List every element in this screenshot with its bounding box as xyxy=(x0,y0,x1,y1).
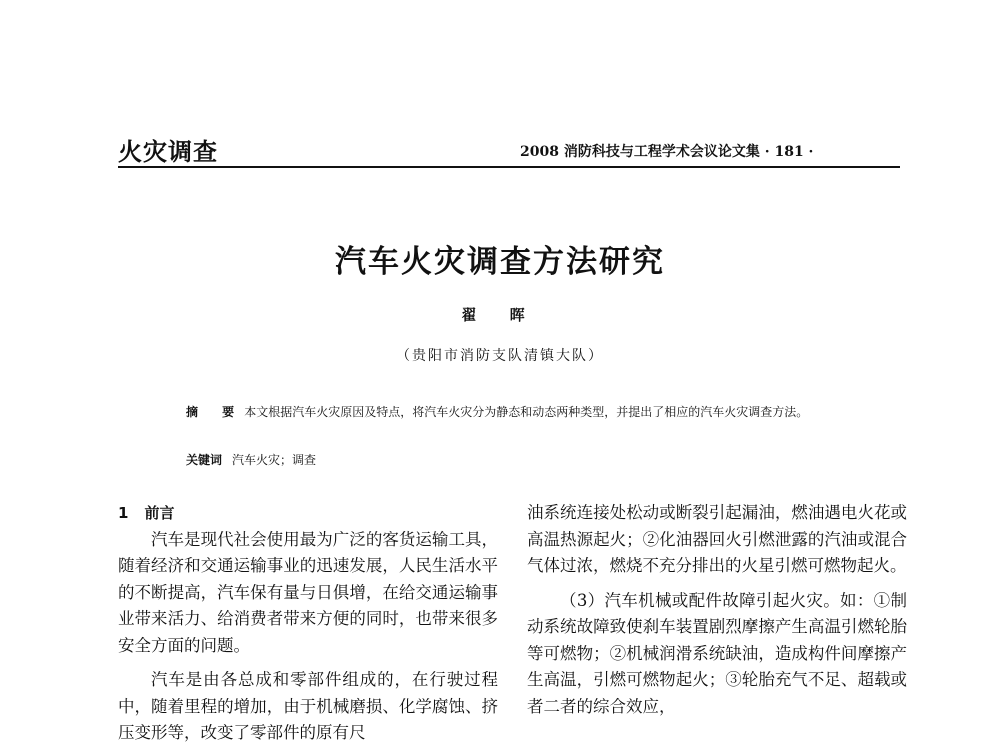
section-title: 前言 xyxy=(144,504,175,522)
paragraph: 汽车是由各总成和零部件组成的，在行驶过程中，随着里程的增加，由于机械磨损、化学腐蚀、挤压变形等，改变了零部件的原有尺 xyxy=(118,670,498,742)
keywords-label: 关键词 xyxy=(186,453,223,467)
body-column-right xyxy=(527,500,907,720)
abstract-label: 摘 要 xyxy=(186,405,245,419)
abstract xyxy=(152,400,872,424)
header-rule xyxy=(118,166,900,168)
paper-affiliation: （贵阳市消防支队清镇大队） xyxy=(396,348,604,364)
running-head: 2008 消防科技与工程学术会议论文集 · 181 · xyxy=(520,144,814,160)
paragraph: （3）汽车机械或配件故障引起火灾。如：①制动系统故障致使刹车装置剧烈摩擦产生高温引燃轮胎等可燃物；②机械润滑系统缺油，造成构件间摩擦产生高温，引燃可燃物起火；③轮胎充气不足、超载或者二者的综合效应， xyxy=(527,590,907,716)
abstract-text: 本文根据汽车火灾原因及特点，将汽车火灾分为静态和动态两种类型，并提出了相应的汽车火灾调查方法。 xyxy=(244,405,809,419)
paper-author: 翟 晖 xyxy=(461,306,539,324)
paper-title: 汽车火灾调查方法研究 xyxy=(335,244,665,280)
section-label: 火灾调查 xyxy=(118,138,218,166)
section-number: 1 xyxy=(118,504,129,522)
body-column-left xyxy=(118,500,498,747)
paragraph: 汽车是现代社会使用最为广泛的客货运输工具，随着经济和交通运输事业的迅速发展，人民生活水平的不断提高，汽车保有量与日俱增，在给交通运输事业带来活力、给消费者带来方便的同时，也带来很多安全方面的问题。 xyxy=(118,529,498,655)
paragraph: 油系统连接处松动或断裂引起漏油，燃油遇电火花或高温热源起火；②化油器回火引燃泄露的汽油或混合气体过浓，燃烧不充分排出的火星引燃可燃物起火。 xyxy=(527,503,907,575)
keywords-text: 汽车火灾；调查 xyxy=(232,453,317,467)
keywords xyxy=(186,451,316,468)
section-heading xyxy=(118,500,498,527)
